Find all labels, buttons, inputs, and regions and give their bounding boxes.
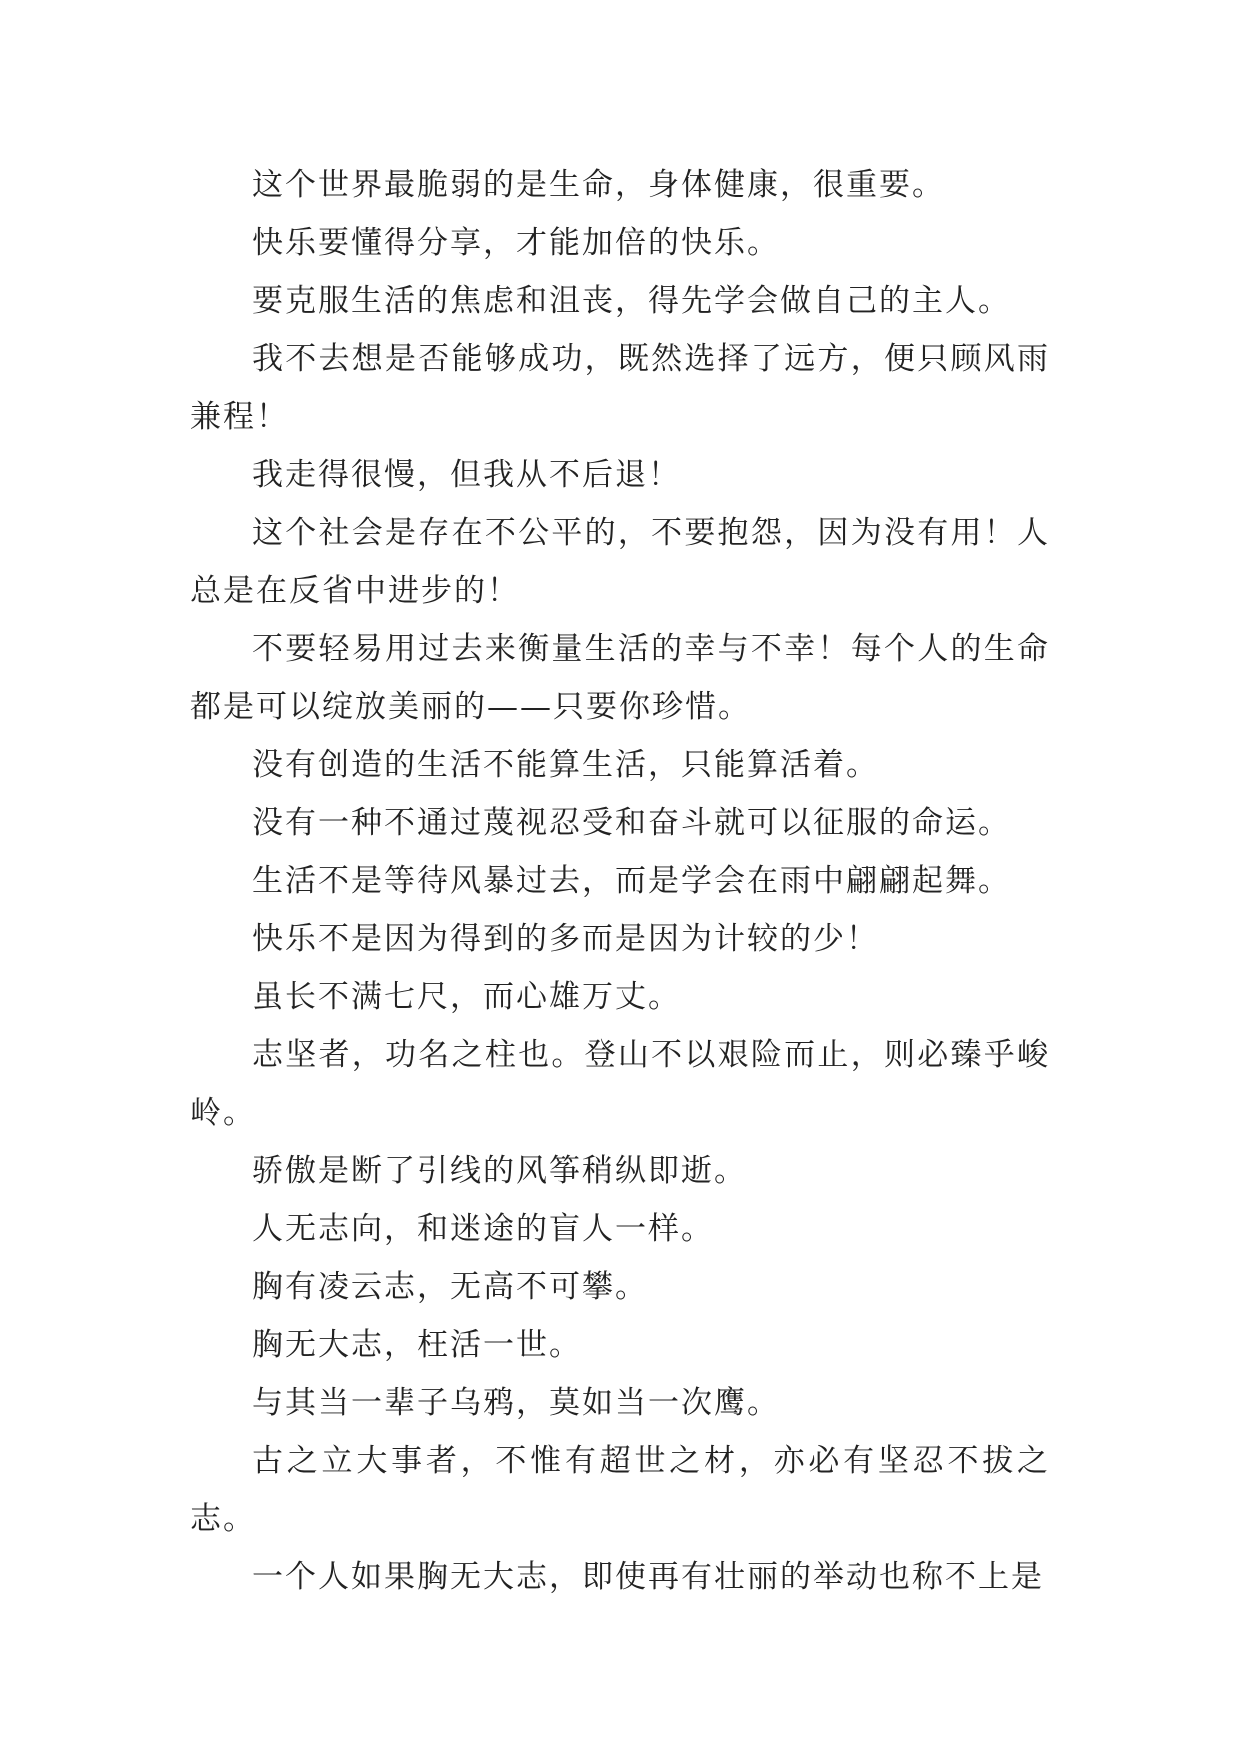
paragraph: 快乐要懂得分享，才能加倍的快乐。 <box>252 225 780 261</box>
document-body <box>190 156 1050 1606</box>
paragraph: 没有一种不通过蔑视忍受和奋斗就可以征服的命运。 <box>252 805 1011 841</box>
paragraph: 生活不是等待风暴过去，而是学会在雨中翩翩起舞。 <box>252 863 1011 899</box>
paragraph: 快乐不是因为得到的多而是因为计较的少！ <box>252 921 879 957</box>
paragraph: 志坚者，功名之柱也。登山不以艰险而止，则必臻乎峻岭。 <box>190 1037 1050 1131</box>
paragraph: 与其当一辈子乌鸦，莫如当一次鹰。 <box>252 1385 780 1421</box>
paragraph: 古之立大事者，不惟有超世之材，亦必有坚忍不拔之志。 <box>190 1443 1050 1537</box>
paragraph: 一个人如果胸无大志，即使再有壮丽的举动也称不上是 <box>252 1559 1044 1595</box>
paragraph: 我不去想是否能够成功，既然选择了远方，便只顾风雨兼程！ <box>190 341 1050 435</box>
paragraph: 没有创造的生活不能算生活，只能算活着。 <box>252 747 879 783</box>
paragraph: 胸有凌云志，无高不可攀。 <box>252 1269 648 1305</box>
paragraph: 不要轻易用过去来衡量生活的幸与不幸！每个人的生命都是可以绽放美丽的——只要你珍惜。 <box>190 631 1050 725</box>
paragraph: 人无志向，和迷途的盲人一样。 <box>252 1211 714 1247</box>
paragraph: 这个社会是存在不公平的，不要抱怨，因为没有用！人总是在反省中进步的！ <box>190 515 1050 609</box>
paragraph: 骄傲是断了引线的风筝稍纵即逝。 <box>252 1153 747 1189</box>
paragraph: 胸无大志，枉活一世。 <box>252 1327 582 1363</box>
paragraph: 我走得很慢，但我从不后退！ <box>252 457 681 493</box>
paragraph: 这个世界最脆弱的是生命，身体健康，很重要。 <box>252 167 945 203</box>
paragraph: 虽长不满七尺，而心雄万丈。 <box>252 979 681 1015</box>
paragraph: 要克服生活的焦虑和沮丧，得先学会做自己的主人。 <box>252 283 1011 319</box>
